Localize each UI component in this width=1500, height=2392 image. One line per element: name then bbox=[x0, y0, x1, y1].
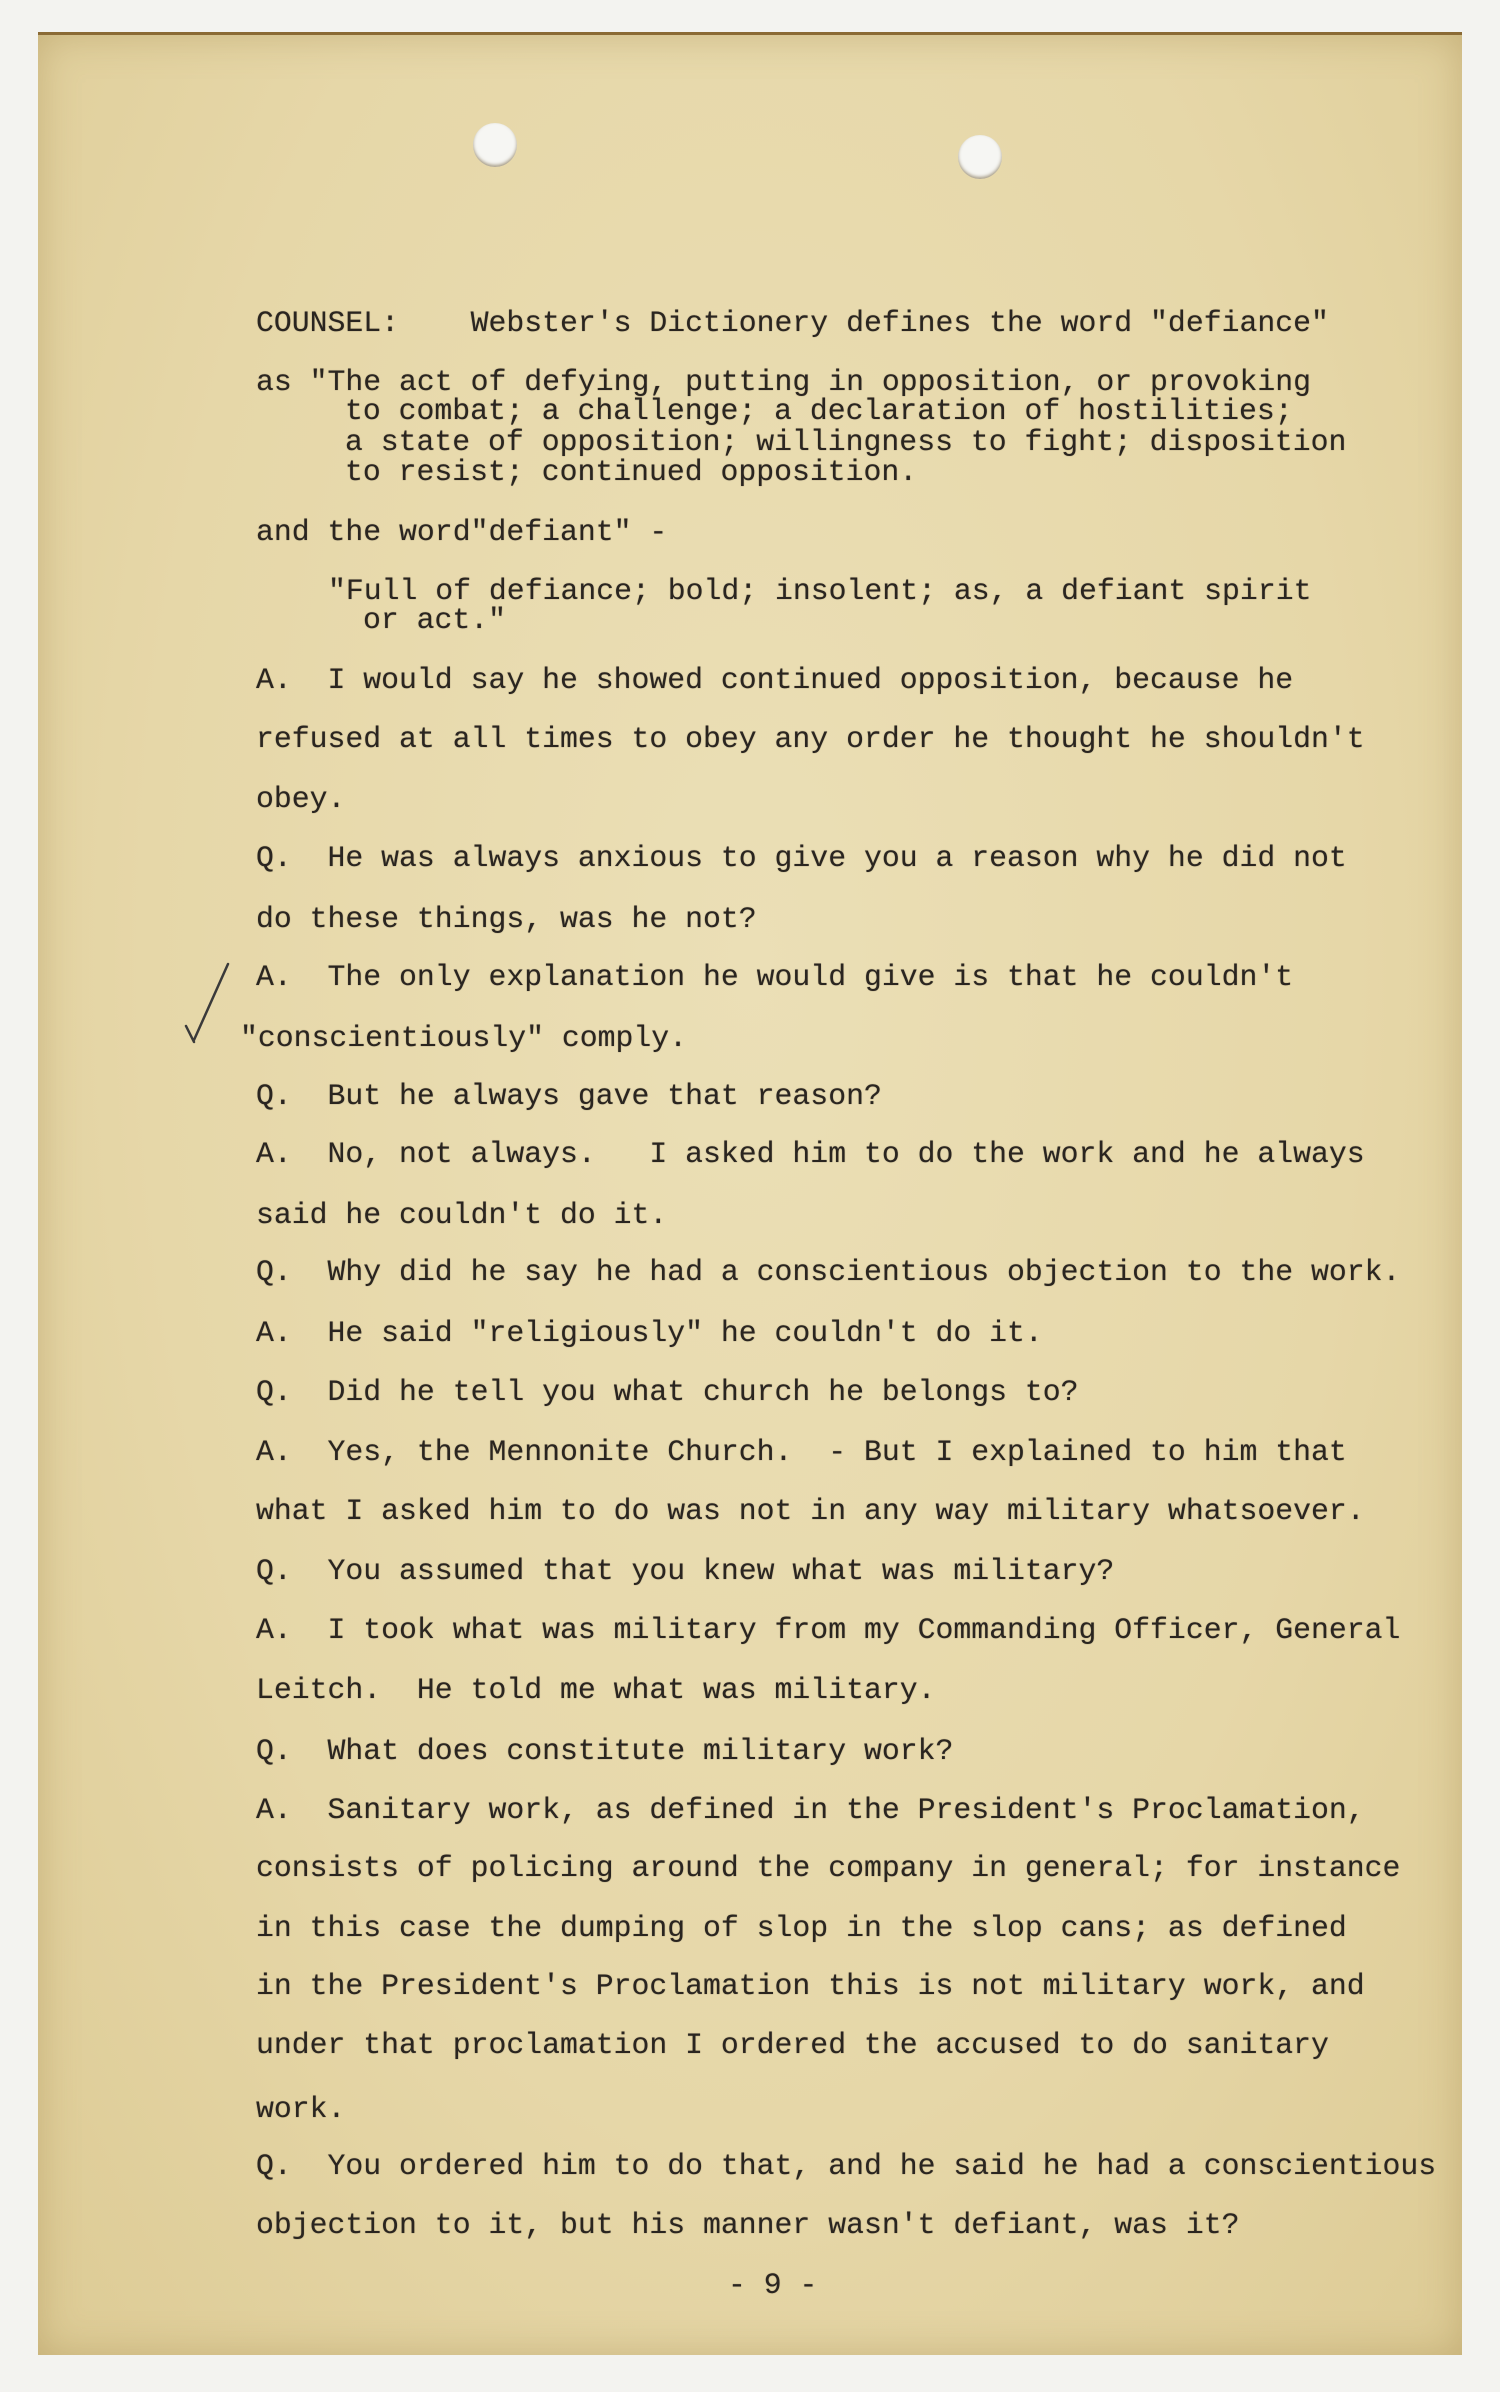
transcript-line: to combat; a challenge; a declaration of hostilities; bbox=[345, 394, 1293, 428]
page-number: - 9 - bbox=[728, 2268, 818, 2302]
transcript-line: to resist; continued opposition. bbox=[345, 455, 918, 489]
transcript-line: A. He said "religiously" he couldn't do it. bbox=[256, 1316, 1043, 1350]
transcript-line: refused at all times to obey any order he thought he shouldn't bbox=[256, 722, 1365, 756]
transcript-line: what I asked him to do was not in any way military whatsoever. bbox=[256, 1494, 1365, 1528]
transcript-line: under that proclamation I ordered the accused to do sanitary bbox=[256, 2028, 1329, 2062]
transcript-line: Q. He was always anxious to give you a reason why he did not bbox=[256, 841, 1347, 875]
transcript-line: A. Sanitary work, as defined in the President's Proclamation, bbox=[256, 1793, 1365, 1827]
transcript-line: A. The only explanation he would give is that he couldn't bbox=[256, 960, 1294, 994]
transcript-line: A. I would say he showed continued opposition, because he bbox=[256, 663, 1294, 697]
punch-hole-left bbox=[473, 123, 517, 167]
transcript-line: and the word"defiant" - bbox=[256, 515, 668, 549]
transcript-line: obey. bbox=[256, 782, 346, 816]
transcript-line: Q. You ordered him to do that, and he said he had a conscientious bbox=[256, 2149, 1437, 2183]
punch-hole-right bbox=[958, 135, 1002, 179]
transcript-line: A. Yes, the Mennonite Church. - But I explained to him that bbox=[256, 1435, 1347, 1469]
transcript-line: or act." bbox=[363, 603, 507, 637]
transcript-line: work. bbox=[256, 2092, 346, 2126]
transcript-line: in this case the dumping of slop in the slop cans; as defined bbox=[256, 1911, 1347, 1945]
transcript-line: A. I took what was military from my Commanding Officer, General bbox=[256, 1613, 1401, 1647]
transcript-line: COUNSEL: Webster's Dictionery defines the word "defiance" bbox=[256, 306, 1329, 340]
transcript-line: said he couldn't do it. bbox=[256, 1198, 668, 1232]
transcript-line: in the President's Proclamation this is not military work, and bbox=[256, 1969, 1365, 2003]
transcript-line: Leitch. He told me what was military. bbox=[256, 1673, 936, 1707]
transcript-line: A. No, not always. I asked him to do the work and he always bbox=[256, 1137, 1365, 1171]
transcript-line: Q. Why did he say he had a conscientious objection to the work. bbox=[256, 1255, 1401, 1289]
transcript-line: Q. Did he tell you what church he belongs to? bbox=[256, 1375, 1079, 1409]
transcript-line: Q. You assumed that you knew what was military? bbox=[256, 1554, 1115, 1588]
transcript-line: do these things, was he not? bbox=[256, 902, 757, 936]
transcript-line: as "The act of defying, putting in opposition, or provoking bbox=[256, 365, 1311, 399]
transcript-line: "Full of defiance; bold; insolent; as, a defiant spirit bbox=[328, 574, 1312, 608]
transcript-line: a state of opposition; willingness to fight; disposition bbox=[345, 425, 1347, 459]
pencil-check-mark-icon bbox=[180, 960, 240, 1060]
transcript-line: Q. What does constitute military work? bbox=[256, 1734, 954, 1768]
transcript-line: "conscientiously" comply. bbox=[240, 1021, 688, 1055]
transcript-line: consists of policing around the company in general; for instance bbox=[256, 1851, 1401, 1885]
transcript-line: objection to it, but his manner wasn't defiant, was it? bbox=[256, 2208, 1240, 2242]
transcript-line: Q. But he always gave that reason? bbox=[256, 1079, 882, 1113]
